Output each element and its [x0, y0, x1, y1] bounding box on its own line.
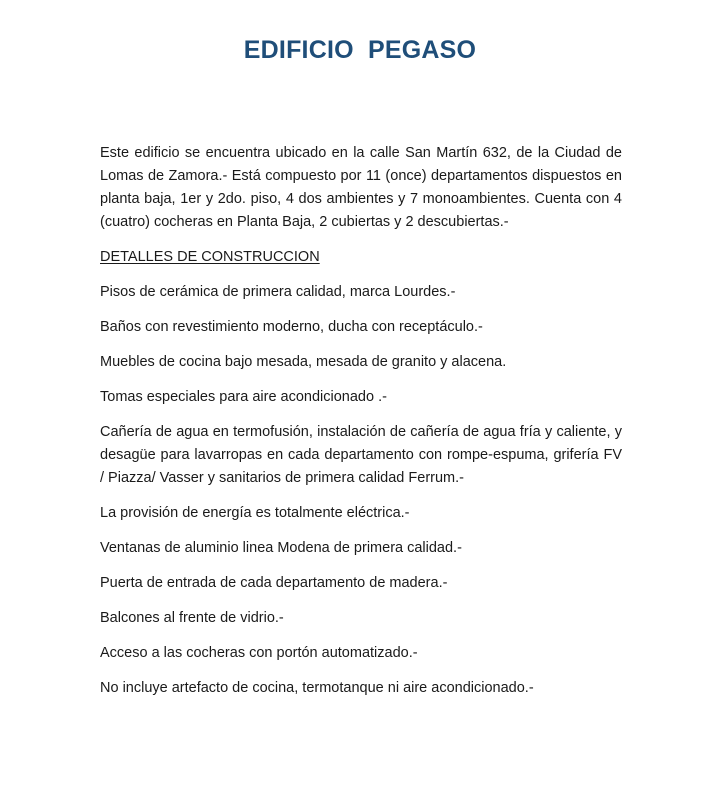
detail-item-balconies: Balcones al frente de vidrio.-	[100, 610, 284, 626]
detail-item-plumbing: Cañería de agua en termofusión, instalación de cañería de agua fría y caliente, y desagüe para lavarropas en cada departamento con rompe-espuma, grifería FV / Piazza/ Vasser y sanitarios de primera calidad Ferrum.-	[100, 424, 622, 486]
detail-item-floors: Pisos de cerámica de primera calidad, marca Lourdes.-	[100, 284, 456, 300]
detail-item-exclusions: No incluye artefacto de cocina, termotanque ni aire acondicionado.-	[100, 680, 534, 696]
detail-item-bathrooms: Baños con revestimiento moderno, ducha con receptáculo.-	[100, 319, 483, 335]
detail-item-energy: La provisión de energía es totalmente eléctrica.-	[100, 505, 410, 521]
detail-item-garage-access: Acceso a las cocheras con portón automatizado.-	[100, 645, 418, 661]
intro-paragraph: Este edificio se encuentra ubicado en la calle San Martín 632, de la Ciudad de Lomas de Zamora.- Está compuesto por 11 (once) departamentos dispuestos en planta baja, 1er y 2do. piso, 4 dos ambientes y 7 monoambientes. Cuenta con 4 (cuatro) cocheras en Planta Baja, 2 cubiertas y 2 descubiertas.-	[100, 145, 622, 230]
document-body	[100, 142, 622, 700]
detail-item-kitchen-furniture: Muebles de cocina bajo mesada, mesada de granito y alacena.	[100, 354, 507, 370]
document-title: EDIFICIO PEGASO	[243, 36, 477, 64]
section-heading-construction-details: DETALLES DE CONSTRUCCION	[100, 249, 320, 265]
detail-item-ac-outlets: Tomas especiales para aire acondicionado .-	[100, 389, 387, 405]
detail-item-windows: Ventanas de aluminio linea Modena de primera calidad.-	[100, 540, 462, 556]
detail-item-entrance-door: Puerta de entrada de cada departamento de madera.-	[100, 575, 448, 591]
